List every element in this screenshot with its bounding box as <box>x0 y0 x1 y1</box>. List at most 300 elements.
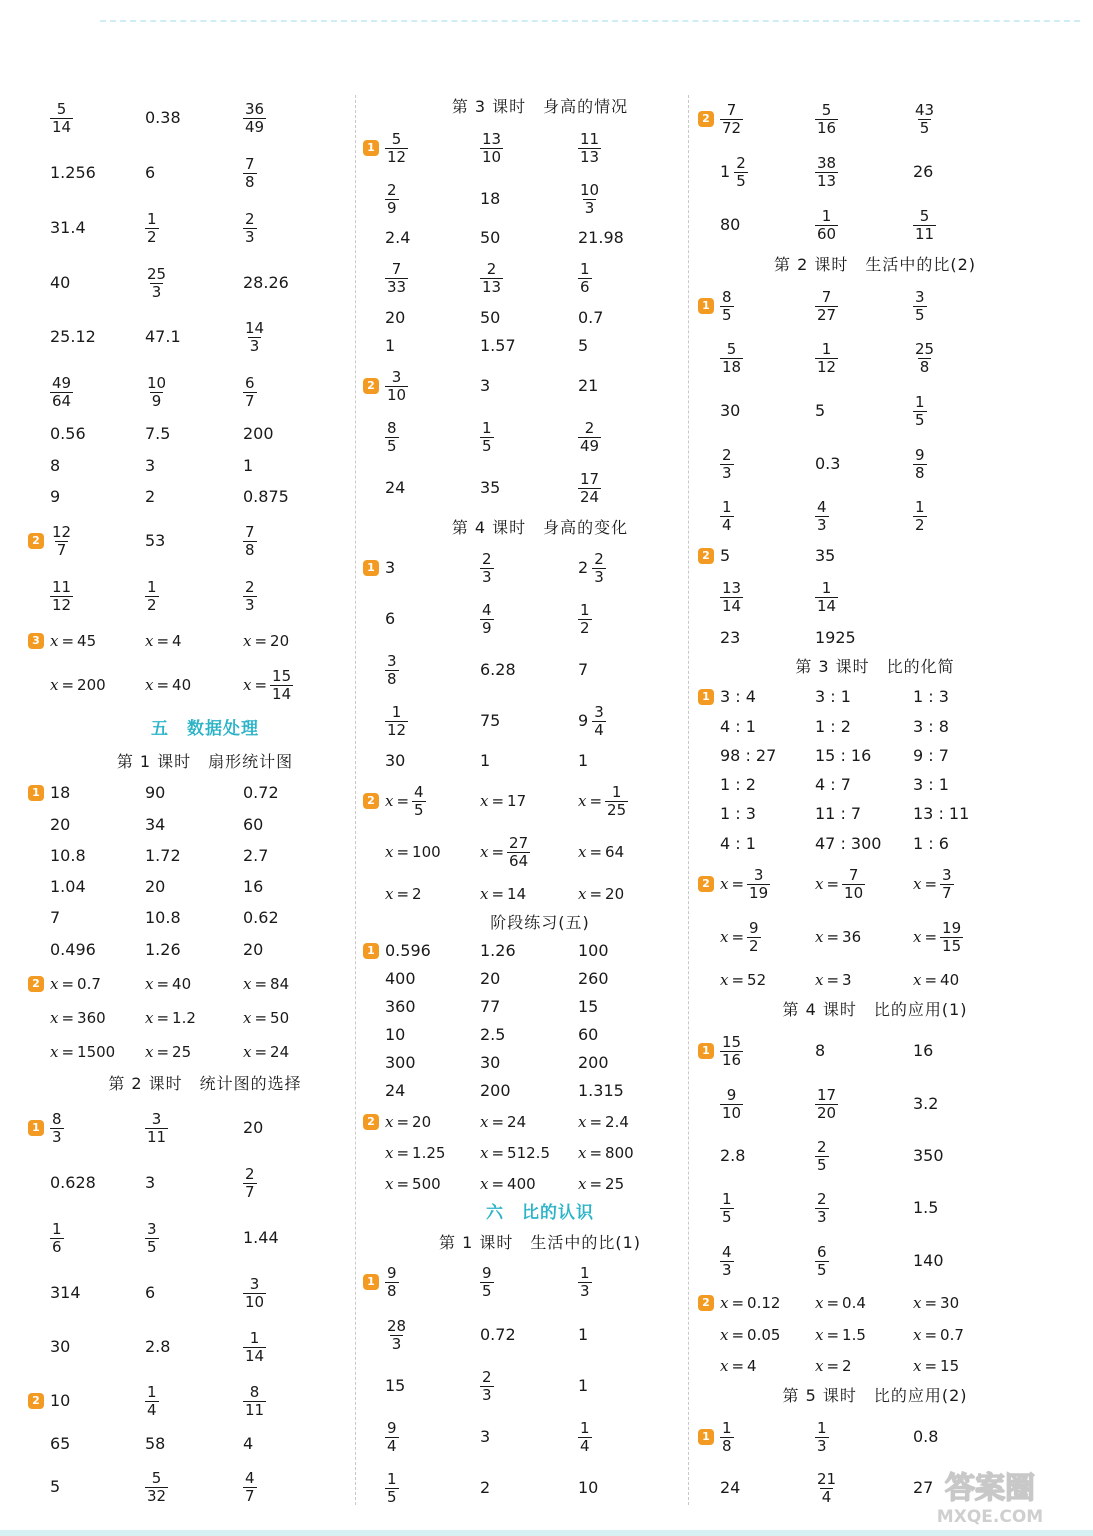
equation-value: 200 <box>77 676 106 694</box>
variable: x <box>243 676 252 694</box>
numerator: 21 <box>817 1469 837 1488</box>
denominator: 10 <box>482 147 502 166</box>
answer-value: 50 <box>480 308 501 327</box>
answer-value: 0.3 <box>815 454 841 473</box>
answer-fraction <box>243 101 266 136</box>
equals-sign: = <box>491 1144 505 1162</box>
chapter-heading: 五 数据处理 <box>151 719 259 739</box>
answer-fraction <box>145 375 168 410</box>
numerator: 13 <box>482 129 502 148</box>
fraction <box>385 182 399 217</box>
answer-equation <box>385 1113 431 1131</box>
numerator: 2 <box>245 209 255 228</box>
fraction <box>940 920 963 955</box>
answer-equation <box>385 885 422 903</box>
answer-value: 2.4 <box>385 228 411 247</box>
lesson-heading: 第 2 课时 生活中的比(2) <box>773 255 977 274</box>
answer-value: 90 <box>145 783 166 802</box>
answer-equation <box>480 1175 536 1193</box>
equals-sign: = <box>396 843 410 861</box>
answer-equation <box>815 1294 866 1312</box>
numerator: 10 <box>147 373 167 392</box>
equation-value: 40 <box>940 971 960 989</box>
numerator: 19 <box>942 918 962 937</box>
equals-sign: = <box>731 971 745 989</box>
denominator: 7 <box>942 883 952 902</box>
numerator: 28 <box>387 1316 407 1335</box>
answer-equation <box>243 668 293 703</box>
numerator: 1 <box>722 497 732 516</box>
fraction <box>243 579 257 614</box>
answer-fraction <box>578 131 601 166</box>
denominator: 24 <box>580 487 600 506</box>
numerator: 9 <box>482 1263 492 1282</box>
answer-value: 0.56 <box>50 424 86 443</box>
equation-value: 24 <box>270 1043 290 1061</box>
answer-fraction <box>815 499 829 534</box>
denominator: 5 <box>915 410 925 429</box>
answer-fraction <box>145 1221 159 1256</box>
equals-sign: = <box>61 1009 75 1027</box>
answer-value: 0.8 <box>913 1427 939 1446</box>
fraction <box>913 394 927 429</box>
answer-value: 7 <box>50 908 61 927</box>
answer-value: 200 <box>480 1081 511 1100</box>
answer-equation <box>913 867 954 902</box>
answer-value: 1 : 3 <box>720 804 756 823</box>
fraction <box>720 499 734 534</box>
denominator: 5 <box>919 118 930 137</box>
answer-value: 200 <box>243 424 274 443</box>
answer-value: 13 : 11 <box>913 804 970 823</box>
answer-fraction <box>578 420 601 455</box>
answer-fraction <box>720 499 734 534</box>
equals-sign: = <box>491 792 505 810</box>
fraction <box>720 1087 743 1122</box>
fraction <box>385 369 408 404</box>
variable: x <box>720 928 729 946</box>
equals-sign: = <box>589 1144 603 1162</box>
numerator: 1 <box>147 577 157 596</box>
watermark-logo <box>895 1462 1085 1528</box>
denominator: 3 <box>482 567 492 586</box>
fraction <box>480 131 503 166</box>
answer-value: 1.04 <box>50 877 86 896</box>
equals-sign: = <box>61 676 75 694</box>
answer-fraction <box>385 704 408 739</box>
denominator: 13 <box>580 147 600 166</box>
equals-sign: = <box>491 843 505 861</box>
denominator: 12 <box>817 357 837 376</box>
equals-sign: = <box>254 1043 268 1061</box>
denominator: 4 <box>147 1400 157 1419</box>
answer-value: 75 <box>480 711 501 730</box>
fraction <box>815 1244 829 1279</box>
denominator: 5 <box>722 305 732 324</box>
watermark-sub-text: MXQE.COM <box>936 1507 1044 1527</box>
equation-value: 1500 <box>77 1043 116 1061</box>
answer-fraction <box>815 1420 829 1455</box>
numerator: 1 <box>580 1418 590 1437</box>
variable: x <box>815 875 824 893</box>
answer-equation <box>913 1357 959 1375</box>
fraction <box>815 1139 829 1174</box>
numerator: 36 <box>245 99 265 118</box>
answer-fraction <box>243 320 266 355</box>
equation-value: 1.2 <box>172 1009 196 1027</box>
answer-value: 0.38 <box>145 108 181 127</box>
numerator: 9 <box>726 1085 737 1104</box>
denominator: 18 <box>722 357 742 376</box>
denominator: 27 <box>817 305 837 324</box>
numerator: 27 <box>509 833 529 852</box>
equation-value: 25 <box>172 1043 192 1061</box>
fraction <box>385 420 399 455</box>
fraction <box>50 101 73 136</box>
numerator: 1 <box>52 1219 62 1238</box>
variable: x <box>480 792 489 810</box>
answer-fraction <box>720 1244 734 1279</box>
answer-value: 1.44 <box>243 1228 279 1247</box>
denominator: 14 <box>722 596 742 615</box>
answer-value: 98 : 27 <box>720 746 777 765</box>
numerator: 3 <box>151 1109 162 1128</box>
variable: x <box>243 1009 252 1027</box>
denominator: 49 <box>245 117 265 136</box>
answer-fraction <box>913 208 936 243</box>
answer-value: 1 : 2 <box>720 775 756 794</box>
answer-value: 1.315 <box>578 1081 624 1100</box>
answer-value: 21 <box>578 376 599 395</box>
answer-value: 1 : 2 <box>815 717 851 736</box>
fraction <box>480 551 494 586</box>
equals-sign: = <box>254 676 268 694</box>
fraction <box>720 580 743 615</box>
answer-value: 3.2 <box>913 1094 939 1113</box>
answer-equation <box>243 632 289 650</box>
numerator: 6 <box>817 1242 827 1261</box>
answer-value: 0.496 <box>50 940 96 959</box>
whole-part: 9 <box>578 711 589 730</box>
equation-value: 17 <box>507 792 527 810</box>
denominator: 4 <box>387 1436 397 1455</box>
answer-value: 20 <box>480 969 501 988</box>
answer-value: 1.256 <box>50 163 96 182</box>
variable: x <box>720 1357 729 1375</box>
answer-fraction <box>815 580 838 615</box>
answer-fraction <box>243 1276 266 1311</box>
answer-mixed-number <box>720 155 748 190</box>
fraction <box>480 420 494 455</box>
answer-fraction <box>815 1191 829 1226</box>
denominator: 3 <box>817 515 827 534</box>
denominator: 6 <box>52 1237 62 1256</box>
answer-value: 2.8 <box>720 1146 746 1165</box>
question-number-badge: 3 <box>28 633 44 649</box>
variable: x <box>815 1326 824 1344</box>
answer-value: 30 <box>480 1053 501 1072</box>
answer-value: 40 <box>50 273 71 292</box>
answer-value: 5 <box>50 1477 61 1496</box>
numerator: 25 <box>915 339 935 358</box>
denominator: 3 <box>245 595 255 614</box>
denominator: 5 <box>817 1260 827 1279</box>
variable: x <box>913 1294 922 1312</box>
answer-fraction <box>720 1420 734 1455</box>
fraction <box>592 704 606 739</box>
variable: x <box>913 1326 922 1344</box>
fraction <box>385 1471 399 1506</box>
fraction <box>734 155 748 190</box>
denominator: 20 <box>817 1103 837 1122</box>
answer-equation <box>480 1144 550 1162</box>
answer-fraction <box>145 266 168 301</box>
equals-sign: = <box>731 1294 745 1312</box>
denominator: 8 <box>722 1436 732 1455</box>
fraction <box>480 602 494 637</box>
denominator: 72 <box>722 118 742 137</box>
denominator: 7 <box>245 391 255 410</box>
answer-fraction <box>578 1265 592 1300</box>
column-divider <box>355 95 356 1505</box>
fraction <box>747 867 770 902</box>
numerator: 3 <box>147 1219 157 1238</box>
answer-equation <box>913 1326 964 1344</box>
answer-value: 0.628 <box>50 1173 96 1192</box>
answer-equation <box>913 920 963 955</box>
equation-value: 800 <box>605 1144 634 1162</box>
fraction <box>243 375 257 410</box>
answer-fraction <box>50 375 73 410</box>
numerator: 38 <box>817 153 837 172</box>
fraction <box>243 156 257 191</box>
numerator: 1 <box>249 1328 260 1347</box>
answer-fraction <box>243 375 257 410</box>
denominator: 5 <box>387 436 397 455</box>
answer-value: 1 <box>578 751 589 770</box>
denominator: 10 <box>387 385 407 404</box>
answer-value: 0.72 <box>480 1325 516 1344</box>
fraction <box>578 131 601 166</box>
denominator: 2 <box>580 618 590 637</box>
answer-equation <box>720 1326 780 1344</box>
answer-value: 200 <box>578 1053 609 1072</box>
answer-equation <box>578 1144 634 1162</box>
answer-equation <box>145 632 182 650</box>
numerator: 1 <box>915 392 925 411</box>
fraction <box>815 1087 838 1122</box>
equals-sign: = <box>156 632 170 650</box>
denominator: 49 <box>580 436 600 455</box>
equation-value: 4 <box>172 632 182 650</box>
denominator: 7 <box>245 1486 255 1505</box>
equals-sign: = <box>826 875 840 893</box>
answer-fraction <box>720 1034 743 1069</box>
answer-fraction <box>385 1420 399 1455</box>
answer-fraction <box>578 182 601 217</box>
equals-sign: = <box>254 975 268 993</box>
equals-sign: = <box>589 1175 603 1193</box>
answer-value: 34 <box>145 815 166 834</box>
answer-fraction <box>145 1384 159 1419</box>
denominator: 5 <box>482 436 492 455</box>
equals-sign: = <box>491 1113 505 1131</box>
numerator: 2 <box>817 1137 827 1156</box>
numerator: 1 <box>821 578 832 597</box>
fraction <box>913 447 927 482</box>
answer-mixed-number <box>578 551 606 586</box>
equals-sign: = <box>589 792 603 810</box>
equals-sign: = <box>61 975 75 993</box>
numerator: 1 <box>391 702 402 721</box>
fraction <box>385 261 408 296</box>
answer-equation <box>385 843 441 861</box>
question-number-badge: 1 <box>698 1043 714 1059</box>
answer-fraction <box>243 524 257 559</box>
numerator: 3 <box>915 287 925 306</box>
numerator: 3 <box>753 865 764 884</box>
lesson-heading: 第 4 课时 比的应用(1) <box>782 1000 968 1019</box>
answer-equation <box>578 885 624 903</box>
equals-sign: = <box>826 971 840 989</box>
equation-value: 50 <box>270 1009 290 1027</box>
equation-value: 400 <box>507 1175 536 1193</box>
answer-value: 6 <box>145 1283 156 1302</box>
answer-fraction <box>815 289 838 324</box>
equals-sign: = <box>156 975 170 993</box>
answer-value: 80 <box>720 215 741 234</box>
fraction <box>50 375 73 410</box>
question-number-badge: 1 <box>28 1120 44 1136</box>
equation-value: 20 <box>605 885 625 903</box>
answer-fraction <box>815 1087 838 1122</box>
answer-value: 0.875 <box>243 487 289 506</box>
numerator: 9 <box>387 1418 397 1437</box>
watermark-main-text: 答案圈 <box>945 1471 1035 1506</box>
equals-sign: = <box>924 875 938 893</box>
numerator: 7 <box>726 100 737 119</box>
answer-value: 10 <box>578 1478 599 1497</box>
answer-fraction <box>913 341 936 376</box>
equation-value: 52 <box>747 971 767 989</box>
equation-value: 40 <box>172 676 192 694</box>
question-number-badge: 2 <box>698 1295 714 1311</box>
answer-equation <box>480 885 526 903</box>
equation-value: 20 <box>270 632 290 650</box>
answer-value: 1 <box>243 456 254 475</box>
equation-value: 0.7 <box>77 975 101 993</box>
denominator: 4 <box>722 515 732 534</box>
denominator: 14 <box>245 1346 265 1365</box>
answer-fraction <box>480 1265 494 1300</box>
denominator: 14 <box>817 596 837 615</box>
answer-equation <box>385 1144 445 1162</box>
denominator: 14 <box>272 684 292 703</box>
question-number-badge: 2 <box>28 533 44 549</box>
answer-value: 10 <box>50 1391 71 1410</box>
answer-value: 21.98 <box>578 228 624 247</box>
answer-value: 3 <box>145 1173 156 1192</box>
denominator: 11 <box>915 224 935 243</box>
denominator: 8 <box>919 357 930 376</box>
answer-equation <box>720 867 770 902</box>
equals-sign: = <box>61 632 75 650</box>
fraction <box>578 182 601 217</box>
equals-sign: = <box>396 885 410 903</box>
denominator: 4 <box>594 720 604 739</box>
numerator: 2 <box>387 180 397 199</box>
answer-equation <box>815 928 861 946</box>
denominator: 7 <box>56 540 67 559</box>
whole-part: 2 <box>578 558 589 577</box>
numerator: 49 <box>52 373 72 392</box>
denominator: 3 <box>482 1385 492 1404</box>
denominator: 2 <box>749 936 759 955</box>
numerator: 2 <box>482 1367 492 1386</box>
variable: x <box>480 1175 489 1193</box>
fraction <box>507 835 530 870</box>
variable: x <box>815 928 824 946</box>
equals-sign: = <box>589 885 603 903</box>
denominator: 8 <box>245 172 255 191</box>
answer-equation <box>480 835 530 870</box>
answer-fraction <box>385 131 408 166</box>
fraction <box>243 1470 257 1505</box>
answer-value: 0.62 <box>243 908 279 927</box>
denominator: 3 <box>151 282 162 301</box>
question-number-badge: 2 <box>363 793 379 809</box>
variable: x <box>913 928 922 946</box>
denominator: 3 <box>722 463 732 482</box>
fraction <box>815 1471 838 1506</box>
fraction <box>243 1276 266 1311</box>
answer-value: 35 <box>480 478 501 497</box>
equals-sign: = <box>731 1357 745 1375</box>
numerator: 2 <box>245 1164 255 1183</box>
equation-value: 40 <box>172 975 192 993</box>
equals-sign: = <box>156 676 170 694</box>
variable: x <box>50 632 59 650</box>
answer-value: 16 <box>243 877 264 896</box>
fraction <box>385 1265 399 1300</box>
answer-equation <box>243 1009 289 1027</box>
fraction <box>815 499 829 534</box>
answer-value: 18 <box>50 783 71 802</box>
equals-sign: = <box>826 1326 840 1344</box>
numerator: 1 <box>147 209 157 228</box>
answer-value: 11 : 7 <box>815 804 862 823</box>
answer-fraction <box>815 1471 838 1506</box>
answer-fraction <box>578 261 592 296</box>
answer-fraction <box>815 208 838 243</box>
answer-value: 6 <box>385 609 396 628</box>
denominator: 5 <box>722 1207 732 1226</box>
fraction <box>145 211 159 246</box>
equation-value: 20 <box>412 1113 432 1131</box>
answer-value: 15 <box>578 997 599 1016</box>
equals-sign: = <box>396 1175 410 1193</box>
denominator: 3 <box>722 1260 732 1279</box>
answer-value: 25.12 <box>50 327 96 346</box>
numerator: 3 <box>387 651 397 670</box>
fraction <box>815 102 838 137</box>
fraction <box>720 1034 743 1069</box>
numerator: 1 <box>482 418 492 437</box>
variable: x <box>145 632 154 650</box>
answer-value: 28.26 <box>243 273 289 292</box>
answer-value: 314 <box>50 1283 81 1302</box>
denominator: 3 <box>52 1127 62 1146</box>
